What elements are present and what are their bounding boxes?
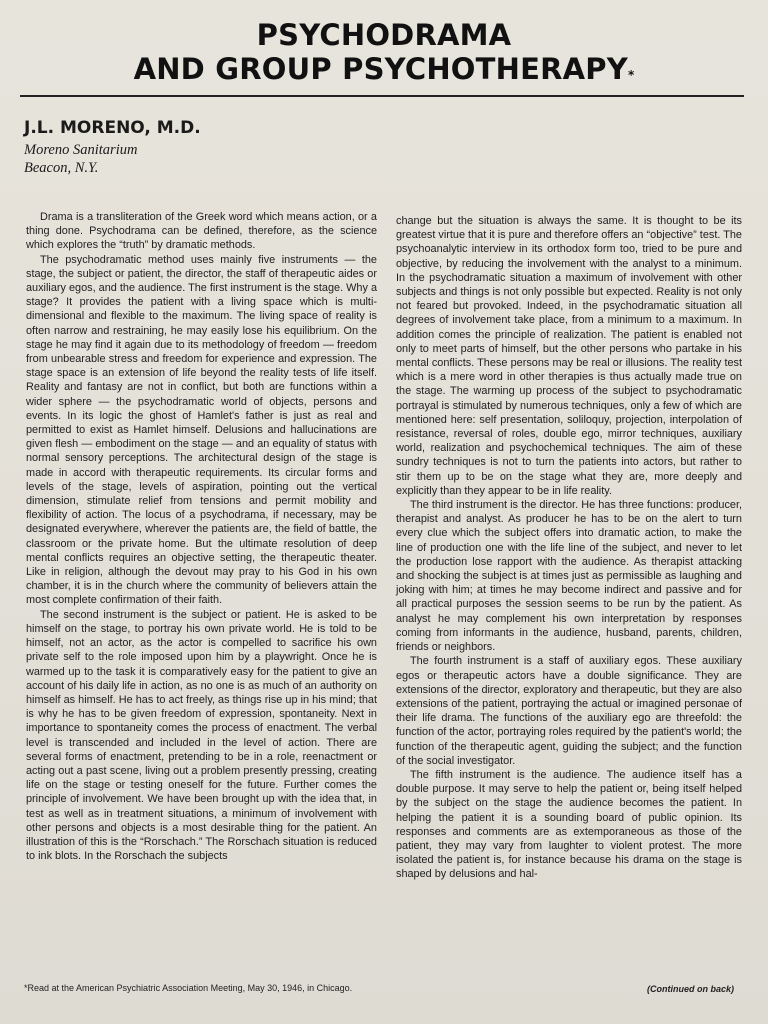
right-column — [396, 214, 742, 882]
paragraph: The third instrument is the director. He has three functions: producer, therapist and analyst. As producer he has to be on the alert to turn every clue which the subject offers into dramatic action, to make the line of production one with the life line of the subject, and never to let the production lose rapport with the audience. As therapist attacking and shocking the subject is at times just as permissible as laughing and joking with him; at times he may become indirect and passive and for all practical purposes the session seems to be run by the patient. As analyst he may complement his own interpretation by responses coming from informants in the audience, husband, parents, children, friends or neighbors. — [396, 499, 742, 654]
title-line-1: PSYCHODRAMA — [256, 18, 512, 52]
paragraph: The fourth instrument is a staff of auxiliary egos. These auxiliary egos or therapeutic actors have a double significance. They are extensions of the director, exploratory and therapeutic, but they are also extensions of the patient, portraying the actual or imagined personae of their life drama. The functions of the auxiliary ego are threefold: the function of the actor, portraying roles required by the patient's world; the function of the therapeutic agent, guiding the subject; and the function of the social investigator. — [396, 655, 742, 767]
title-line-2-text: AND GROUP PSYCHOTHERAPY — [133, 52, 628, 86]
paragraph: The psychodramatic method uses mainly five instruments — the stage, the subject or patient, the director, the staff of therapeutic aides or auxiliary egos, and the audience. The first instrument is the stage. Why a stage? It provides the patient with a living space which is multi-dimensional and flexible to the maximum. The living space of reality is often narrow and restraining, he may easily lose his equilibrium. On the stage he may find it again due to its methodology of freedom — freedom from unbearable stress and freedom for experience and expression. The stage space is an extension of life beyond the reality tests of life itself. Reality and fantasy are not in conflict, but both are functions within a wider sphere — the psychodramatic world of objects, persons and events. In its logic the ghost of Hamlet's father is just as real and permitted to exist as Hamlet himself. Delusions and hallucinations are given flesh — embodiment on the stage — and an equality of status with normal sensory perceptions. The architectural design of the stage is made in accord with therapeutic requirements. Its circular forms and levels of the stage, levels of aspiration, pointing out the vertical dimension, stimulate relief from tensions and permit mobility and flexibility of action. The locus of a psychodrama, if necessary, may be designated everywhere, wherever the patients are, the field of battle, the classroom or the private home. But the ultimate resolution of deep mental conflicts requires an objective setting, the therapeutic theater. Like in religion, although the devout may pray to his God in his own chamber, it is in the church where the community of believers attain the most complete confirmation of their faith. — [26, 253, 377, 607]
author-location: Beacon, N.Y. — [24, 160, 99, 176]
paragraph: The second instrument is the subject or patient. He is asked to be himself on the stage, to portray his own private world. He is told to be himself, not an actor, as the actor is compelled to sacrifice his own private self to the role imposed upon him by a playwright. Once he is warmed up to the task it is comparatively easy for the patient to give an account of his daily life in action, as no one is as much of an authority on himself as himself. He has to act freely, as things rise up in his mind; that is why he has to be given freedom of expression, spontaneity. Next in importance to spontaneity comes the process of enactment. The verbal level is transcended and included in the level of action. There are several forms of enactment, pretending to be in a role, reenactment or acting out a past scene, living out a problem presently pressing, creating life on the stage or testing oneself for the future. Further comes the principle of involvement. We have been brought up with the idea that, in test as well as in treatment situations, a minimum of involvement with other persons and objects is a most desirable thing for the patient. An illustration of this is the “Rorschach.” The Rorschach situation is reduced to ink blots. In the Rorschach the subjects — [26, 608, 377, 863]
paragraph: Drama is a transliteration of the Greek word which means action, or a thing done. Psychodrama can be defined, therefore, as the science which explores the “truth” by dramatic methods. — [26, 211, 377, 252]
title-line-2 — [0, 52, 768, 86]
author-name: J.L. MORENO, M.D. — [24, 118, 201, 138]
title-rule — [20, 95, 744, 97]
continued-note: (Continued on back) — [647, 984, 734, 994]
paragraph: The fifth instrument is the audience. The audience itself has a double purpose. It may serve to help the patient or, being itself helped by the subject on the stage the audience becomes the patient. In helping the patient it is a sounding board of public opinion. Its responses and comments are as extemporaneous as those of the patient, they may vary from laughter to violent protest. The more isolated the patient is, for instance because his drama on the stage is shaped by delusions and hal- — [396, 768, 742, 881]
author-affiliation: Moreno Sanitarium — [24, 142, 138, 158]
author-block — [24, 118, 201, 177]
paragraph: change but the situation is always the same. It is thought to be its greatest virtue that it is pure and therefore offers an “objective” test. The psychoanalytic interview in its orthodox form too, tried to be pure and objective, by reducing the involvement with the analyst to a minimum. In the psychodramatic situation a maximum of involvement with other subjects and things is not only possible but expected. Reality is not only not feared but provoked. Indeed, in the psychodramatic situation all degrees of involvement take place, from a minimum to a maximum. In addition comes the principle of realization. The patient is enabled not only to meet parts of himself, but the other persons who partake in his mental conflicts. These persons may be real or illusions. The reality test which is a mere word in other therapies is thus actually made true on the stage. The warming up process of the subject to psychodramatic portrayal is stimulated by numerous techniques, only a few of which are mentioned here: self presentation, soliloquy, projection, interpolation of resistance, reversal of roles, double ego, mirror techniques, auxiliary world, realization and psychochemical techniques. The aim of these sundry techniques is not to turn the patients into actors, but rather to stir them up to be on the stage what they are, more deeply and explicitly than they appear to be in life reality. — [396, 215, 742, 497]
left-column — [26, 210, 377, 863]
title-footnote-mark: * — [627, 68, 635, 82]
footnote: *Read at the American Psychiatric Association Meeting, May 30, 1946, in Chicago. — [24, 983, 353, 993]
article-title — [0, 18, 768, 86]
